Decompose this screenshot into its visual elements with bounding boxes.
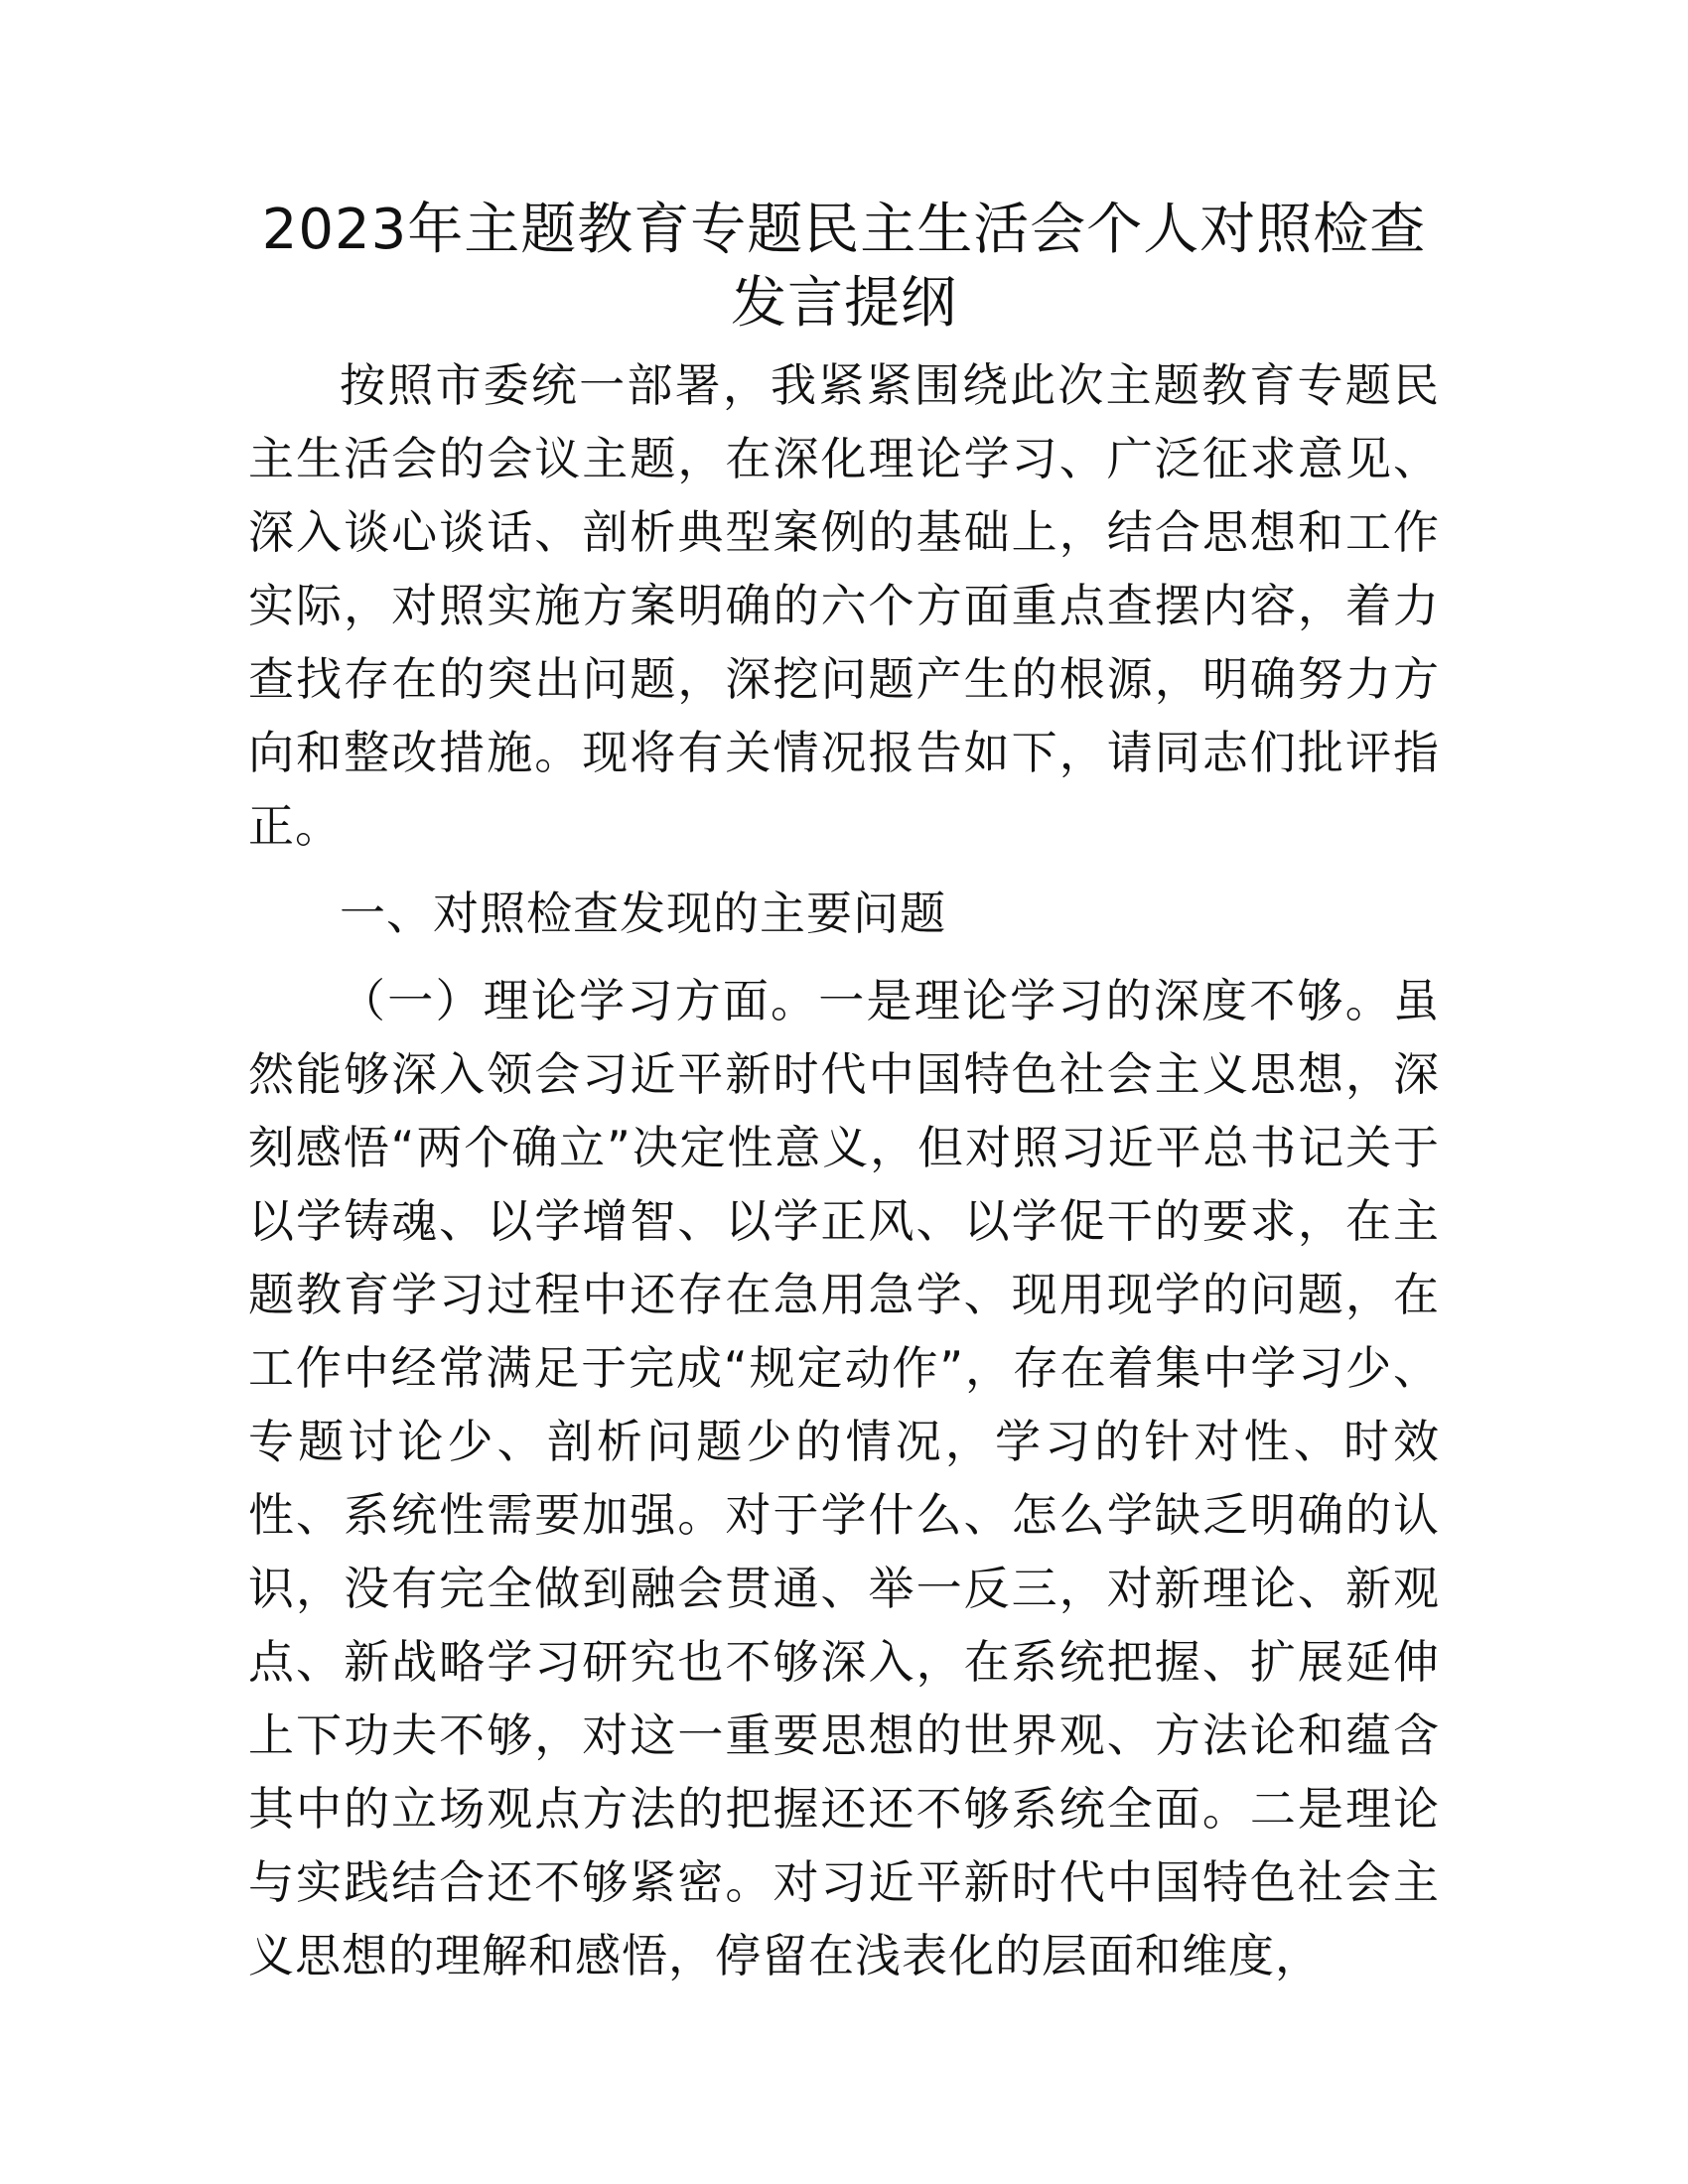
- section-heading: 一、对照检查发现的主要问题: [340, 887, 946, 940]
- title-line-2: 发言提纲: [731, 271, 957, 336]
- section-paragraph: （一）理论学习方面。一是理论学习的深度不够。虽然能够深入领会习近平新时代中国特色社会主义思想，深刻感悟“两个确立”决定性意义，但对照习近平总书记关于以学铸魂、以学增智、以学正风、以学促干的要求，在主题教育学习过程中还存在急用急学、现用现学的问题，在工作中经常满足于完成“规定动作”，存在着集中学习少、专题讨论少、剖析问题少的情况，学习的针对性、时效性、系统性需要加强。对于学什么、怎么学缺乏明确的认识，没有完全做到融会贯通、举一反三，对新理论、新观点、新战略学习研究也不够深入，在系统把握、扩展延伸上下功夫不够，对这一重要思想的世界观、方法论和蕴含其中的立场观点方法的把握还还不够系统全面。二是理论与实践结合还不够紧密。对习近平新时代中国特色社会主义思想的理解和感悟，停留在浅表化的层面和维度，: [248, 974, 1440, 1982]
- document-page: [248, 194, 1440, 1992]
- title-line-1: 2023年主题教育专题民主生活会个人对照检查: [261, 198, 1427, 262]
- document-title: [248, 194, 1440, 341]
- intro-paragraph: 按照市委统一部署，我紧紧围绕此次主题教育专题民主生活会的会议主题，在深化理论学习、广泛征求意见、深入谈心谈话、剖析典型案例的基础上，结合思想和工作实际，对照实施方案明确的六个方面重点查摆内容，着力查找存在的突出问题，深挖问题产生的根源，明确努力方向和整改措施。现将有关情况报告如下，请同志们批评指正。: [248, 358, 1440, 853]
